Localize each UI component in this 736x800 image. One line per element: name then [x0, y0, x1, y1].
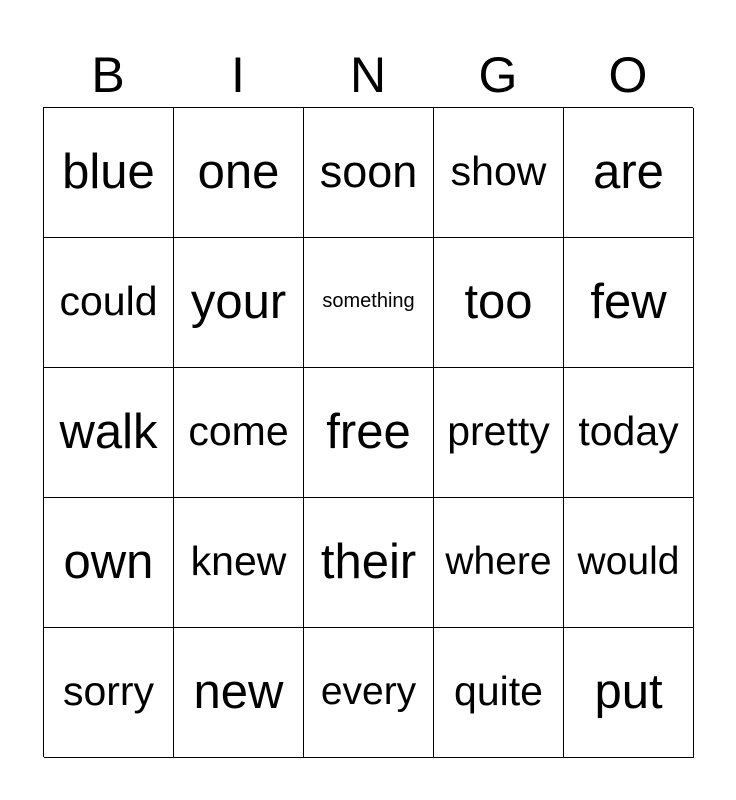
header-letter-b: B	[91, 47, 125, 103]
bingo-cell-r5-c2[interactable]	[174, 628, 304, 758]
header-letter-g: G	[478, 47, 518, 103]
bingo-cell-r4-c5[interactable]	[564, 498, 694, 628]
cell-word: every	[320, 669, 417, 713]
bingo-cell-r5-c3[interactable]	[304, 628, 434, 758]
bingo-cell-r1-c4[interactable]	[434, 108, 564, 238]
bingo-cell-r4-c1[interactable]	[44, 498, 174, 628]
bingo-cell-r3-c3[interactable]	[304, 368, 434, 498]
header-letter-o: O	[608, 47, 648, 103]
bingo-cell-r5-c5[interactable]	[564, 628, 694, 758]
cell-word: their	[320, 534, 417, 589]
cell-word: are	[593, 144, 664, 199]
cell-word: free	[326, 404, 411, 459]
header-letter-i: I	[231, 47, 245, 103]
bingo-cell-r3-c1[interactable]	[44, 368, 174, 498]
cell-word: show	[450, 148, 547, 194]
cell-word: put	[594, 664, 663, 719]
cell-word: walk	[59, 404, 158, 459]
cell-word: few	[590, 274, 667, 329]
bingo-cell-r2-c5[interactable]	[564, 238, 694, 368]
cell-word: would	[577, 539, 680, 583]
cell-word: one	[197, 144, 280, 199]
cell-word: where	[445, 539, 552, 583]
bingo-cell-r1-c2[interactable]	[174, 108, 304, 238]
cell-word: blue	[62, 144, 155, 199]
bingo-cell-r5-c1[interactable]	[44, 628, 174, 758]
bingo-cell-r2-c3[interactable]	[304, 238, 434, 368]
bingo-cell-r1-c1[interactable]	[44, 108, 174, 238]
bingo-cell-r2-c2[interactable]	[174, 238, 304, 368]
cell-word: your	[190, 274, 287, 329]
bingo-cell-r4-c3[interactable]	[304, 498, 434, 628]
bingo-cell-r2-c1[interactable]	[44, 238, 174, 368]
bingo-cell-r1-c5[interactable]	[564, 108, 694, 238]
bingo-header	[43, 44, 693, 106]
cell-word: sorry	[62, 668, 155, 714]
header-letter-n: N	[349, 47, 387, 103]
cell-word: quite	[454, 668, 543, 714]
bingo-cell-r4-c4[interactable]	[434, 498, 564, 628]
cell-word: new	[193, 664, 284, 719]
bingo-board	[43, 107, 693, 757]
cell-word: pretty	[447, 408, 550, 454]
bingo-cell-r3-c4[interactable]	[434, 368, 564, 498]
cell-word: could	[59, 278, 158, 324]
cell-word: own	[63, 534, 154, 589]
cell-word: something	[322, 290, 415, 312]
bingo-cell-r3-c2[interactable]	[174, 368, 304, 498]
bingo-cell-r1-c3[interactable]	[304, 108, 434, 238]
cell-word: knew	[190, 538, 287, 584]
cell-word: come	[188, 408, 289, 454]
bingo-cell-r3-c5[interactable]	[564, 368, 694, 498]
cell-word: today	[578, 408, 679, 454]
bingo-cell-r4-c2[interactable]	[174, 498, 304, 628]
bingo-cell-r2-c4[interactable]	[434, 238, 564, 368]
cell-word: too	[464, 274, 533, 329]
cell-word: soon	[319, 145, 418, 197]
bingo-cell-r5-c4[interactable]	[434, 628, 564, 758]
